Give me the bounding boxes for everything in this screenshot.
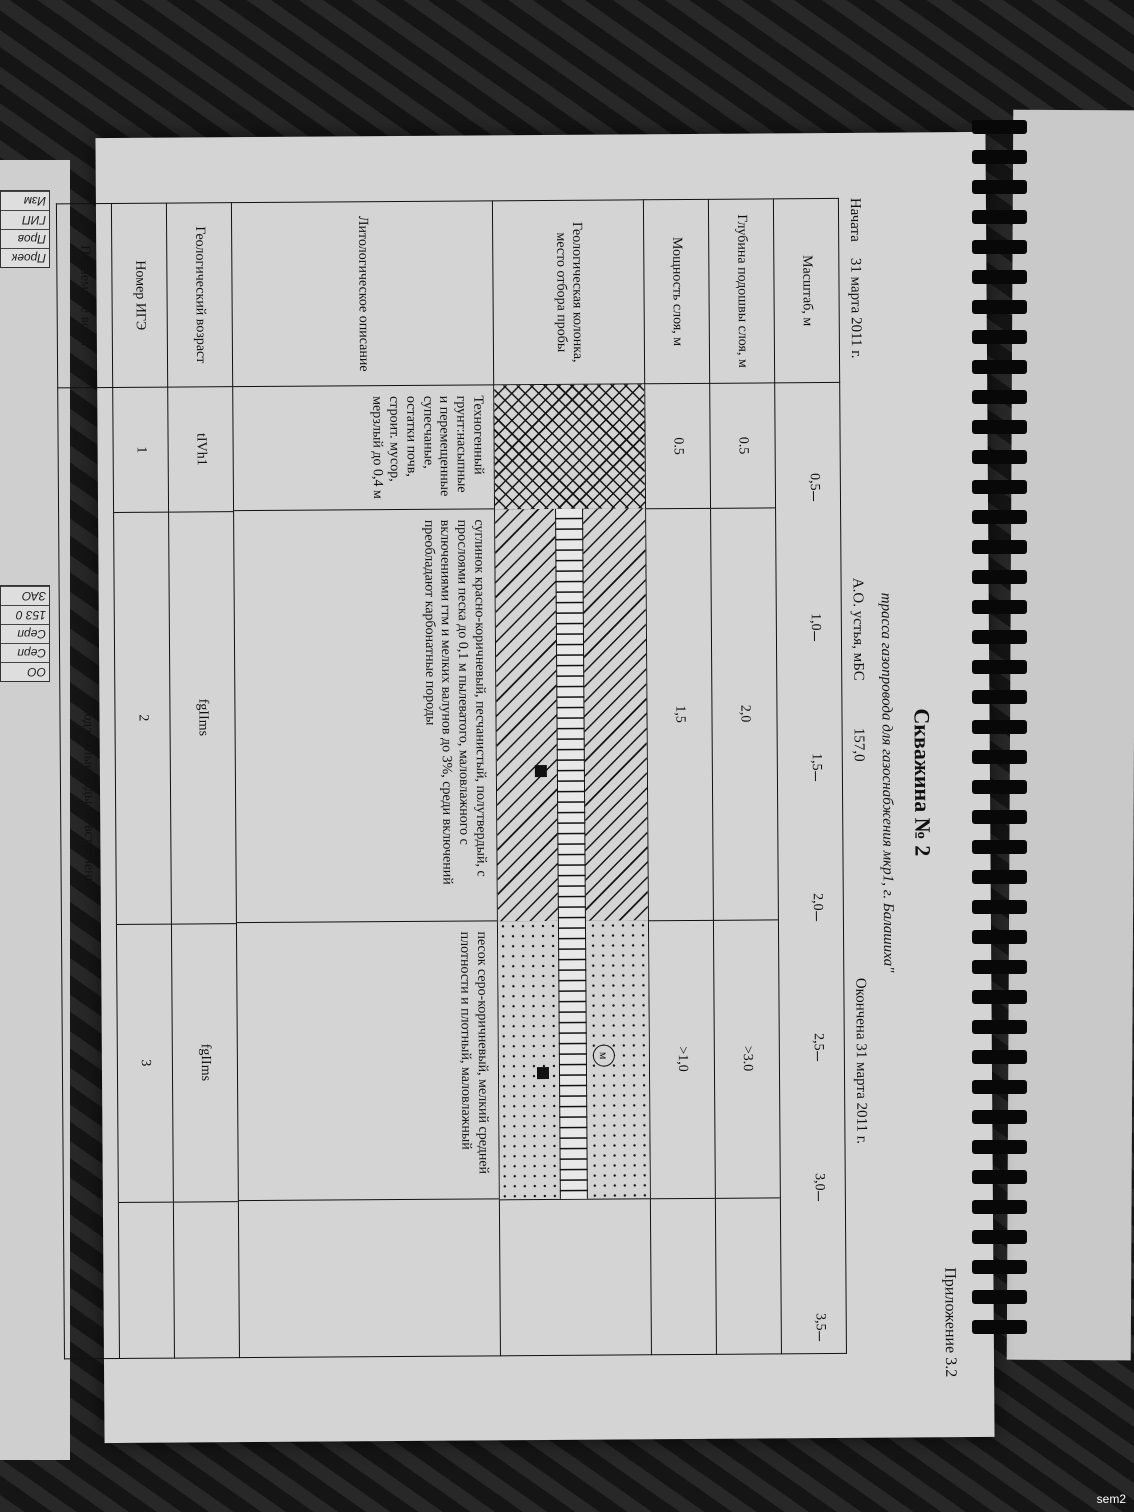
header-bottom-depth: Глубина подошвы слоя, м <box>708 199 774 383</box>
start-label: Начата <box>846 197 864 242</box>
header-groundwater: Подземные воды <box>56 204 112 388</box>
borehole-title: Скважина № 2 <box>909 708 936 857</box>
binding-ring <box>972 960 1027 974</box>
lithology-row <box>233 385 501 1358</box>
layer-ige: 2 <box>114 512 171 925</box>
appendix-label: Приложение 3.2 <box>941 1267 960 1378</box>
binding-ring <box>972 360 1027 374</box>
layer-ige: 1 <box>113 388 168 513</box>
prev-cell: Серп <box>1 624 49 643</box>
scale-tick: 1,5 <box>808 753 824 771</box>
binding-ring <box>972 510 1027 524</box>
depth-value: 0.5 <box>710 383 775 508</box>
binding-ring <box>972 1140 1027 1154</box>
prev-cell: Проек <box>1 248 49 267</box>
prev-cell: Изм <box>1 191 49 210</box>
binding-ring <box>972 570 1027 584</box>
layer-age: tIVh1 <box>168 387 233 512</box>
column-row <box>494 384 652 1356</box>
scale-tick: 3,5 <box>812 1313 828 1331</box>
scale-row <box>775 382 847 1353</box>
binding-ring <box>972 1170 1027 1184</box>
layer-description: суглинок красно-коричневый, песчанистый, полутвердый, с прослоями песка до 0,1 м пылеватого, маловлажного с включениями гтм и мелких валунов до 3%, среди включений преобладают карбонатные породы <box>234 509 497 923</box>
header-lithology: Литологическое описание <box>231 201 493 387</box>
scale-tick: 2,0 <box>809 893 825 911</box>
layer-age: fgIIms <box>172 923 238 1202</box>
binding-ring <box>972 630 1027 644</box>
prev-cell: ОО <box>1 662 49 681</box>
age-band <box>168 387 239 1357</box>
start-date: 31 марта 2011 г. <box>847 257 865 359</box>
header-thickness: Мощность слоя, м <box>643 199 709 383</box>
binding-ring <box>972 990 1027 1004</box>
header-scale: Масштаб, м <box>773 198 839 382</box>
depth-value: >3.0 <box>714 919 780 1198</box>
binding-ring <box>972 1260 1027 1274</box>
binding-ring <box>972 1050 1027 1064</box>
depth-band <box>710 383 781 1353</box>
wellhead-value: 157,0 <box>850 727 867 762</box>
prev-cell: ГИП <box>1 210 49 229</box>
borehole-log-sheet <box>77 147 980 1423</box>
binding-ring <box>972 480 1027 494</box>
scale-tick: 2,5 <box>810 1033 826 1051</box>
layer-technogenic-pattern <box>494 384 645 510</box>
binding-ring <box>972 750 1027 764</box>
binding-ring <box>972 210 1027 224</box>
previous-page-title-block <box>0 190 50 268</box>
spiral-binding <box>972 120 1032 1360</box>
watermark: sem2 <box>1096 1492 1126 1506</box>
binding-ring <box>972 450 1027 464</box>
binding-ring <box>972 540 1027 554</box>
lithology-descriptions <box>233 385 500 1357</box>
document-page <box>77 132 994 1443</box>
wellhead-label: А.О. устья, мБС <box>849 577 867 681</box>
thickness-value: 1,5 <box>646 508 713 921</box>
thickness-value: >1,0 <box>649 920 715 1199</box>
binding-ring <box>972 660 1027 674</box>
project-subtitle: трасса газопровода для газоснабжения мкр1, г. Балашиха" <box>877 592 897 973</box>
ige-band <box>113 388 174 1358</box>
scale-tick: 3,0 <box>811 1173 827 1191</box>
binding-ring <box>972 240 1027 254</box>
binding-ring <box>972 810 1027 824</box>
borehole-log-table <box>56 198 847 1359</box>
binding-ring <box>972 720 1027 734</box>
ige-row <box>113 387 175 1358</box>
binding-ring <box>972 780 1027 794</box>
scale-tick: 0,5 <box>806 473 822 491</box>
header-age: Геологический возраст <box>166 203 232 387</box>
binding-ring <box>972 840 1027 854</box>
layer-description: Техногенный грунт:насыпные и перемещенные супесчаные, остатки почв, строит. мусор, мерзлый до 0,4 м <box>233 385 494 511</box>
binding-ring <box>972 180 1027 194</box>
binding-ring <box>972 1080 1027 1094</box>
borehole-casing <box>555 509 588 1199</box>
end-label: Окончена 31 марта 2011 г. <box>852 977 870 1145</box>
depth-scale <box>775 383 846 1353</box>
binding-ring <box>972 1200 1027 1214</box>
previous-page-stamp <box>0 585 50 682</box>
binding-ring <box>972 1290 1027 1304</box>
rotated-content <box>77 147 980 1423</box>
depth-row <box>710 383 782 1354</box>
header-column: Геологическая колонка, место отбора пробы <box>492 200 644 385</box>
geological-column <box>494 384 651 1355</box>
thickness-band <box>645 384 716 1354</box>
prev-cell: ЗАО <box>1 586 49 605</box>
binding-ring <box>972 900 1027 914</box>
binding-ring <box>972 1320 1027 1334</box>
binding-ring <box>972 300 1027 314</box>
sample-point-marker <box>535 765 547 777</box>
binding-ring <box>972 270 1027 284</box>
header-ige: Номер ИГЭ <box>111 203 167 387</box>
binding-ring <box>972 390 1027 404</box>
thickness-row <box>645 383 717 1354</box>
binding-ring <box>972 870 1027 884</box>
groundwater-band <box>58 388 119 1358</box>
groundwater-note: Подземные воды не встречены <box>80 703 97 888</box>
layer-description: песок серо-коричневый, мелкий средней плотности и плотный, маловлажный <box>237 921 499 1201</box>
scale-tick: 1,0 <box>807 613 823 631</box>
binding-ring <box>972 600 1027 614</box>
prev-cell: 153 0 <box>1 605 49 624</box>
sample-m-marker: м <box>593 1045 615 1067</box>
binding-ring <box>972 690 1027 704</box>
layer-age: fgIIms <box>169 511 236 924</box>
binding-ring <box>972 1230 1027 1244</box>
prev-cell: Пров <box>1 229 49 248</box>
binding-ring <box>972 150 1027 164</box>
depth-value: 2,0 <box>711 507 778 920</box>
age-row <box>168 387 240 1358</box>
prev-cell: Серп <box>1 643 49 662</box>
thickness-value: 0.5 <box>645 384 710 509</box>
layer-ige: 3 <box>117 924 173 1203</box>
binding-ring <box>972 420 1027 434</box>
binding-ring <box>972 330 1027 344</box>
binding-ring <box>972 1020 1027 1034</box>
groundwater-row <box>58 388 120 1359</box>
binding-ring <box>972 120 1027 134</box>
sample-point-marker <box>537 1067 549 1079</box>
binding-ring <box>972 930 1027 944</box>
binding-ring <box>972 1110 1027 1124</box>
